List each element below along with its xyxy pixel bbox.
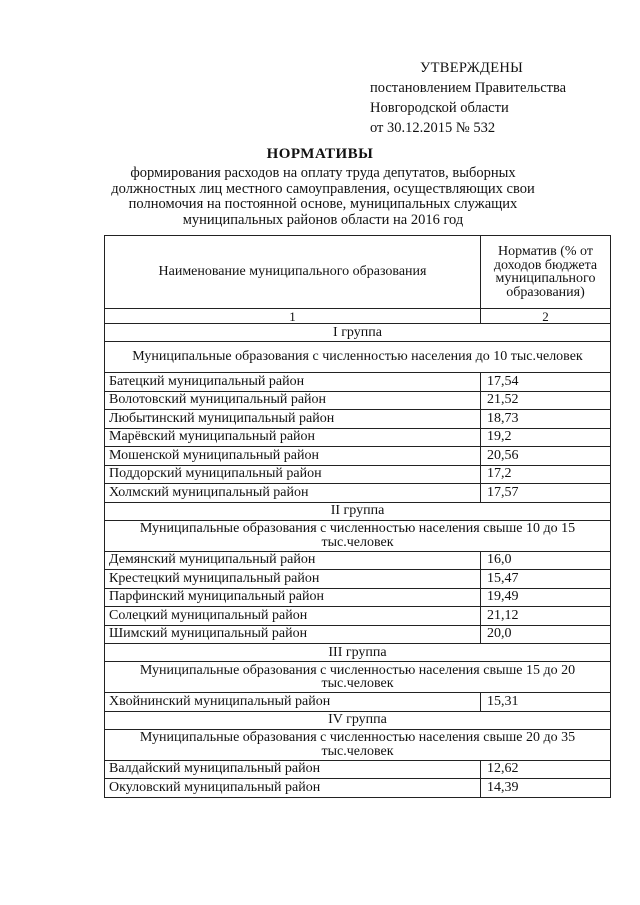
- approval-heading: УТВЕРЖДЕНЫ: [420, 60, 524, 76]
- group-title: III группа: [105, 644, 611, 662]
- municipality-name: Хвойнинский муниципальный район: [105, 693, 481, 712]
- table-row: [105, 373, 611, 392]
- group-title-row: [105, 711, 611, 729]
- table-row: [105, 570, 611, 589]
- norm-value: 15,47: [481, 570, 611, 589]
- approval-line-3: от 30.12.2015 № 532: [370, 120, 496, 136]
- norm-value: 19,49: [481, 588, 611, 607]
- document-subtitle: формирования расходов на оплату труда депутатов, выборных должностных лиц местного самоуправления, осуществляющих свои полномочия на постоянной основе, муниципальных служащих муниципальных районов области на 2016 год: [111, 165, 535, 228]
- table-row: [105, 465, 611, 484]
- table-row: [105, 760, 611, 779]
- table-row: [105, 779, 611, 798]
- norm-value: 17,2: [481, 465, 611, 484]
- norm-value: 21,52: [481, 391, 611, 410]
- municipality-name: Поддорский муниципальный район: [105, 465, 481, 484]
- norm-value: 20,56: [481, 447, 611, 466]
- municipality-name: Марёвский муниципальный район: [105, 428, 481, 447]
- municipality-name: Парфинский муниципальный район: [105, 588, 481, 607]
- norm-value: 14,39: [481, 779, 611, 798]
- table-body: [105, 324, 611, 798]
- group-title: II группа: [105, 502, 611, 520]
- column-number-2: 2: [481, 309, 611, 324]
- group-description-row: [105, 342, 611, 373]
- group-description-row: [105, 729, 611, 760]
- table-row: [105, 693, 611, 712]
- group-title: IV группа: [105, 711, 611, 729]
- group-description-row: [105, 662, 611, 693]
- table-row: [105, 588, 611, 607]
- municipality-name: Окуловский муниципальный район: [105, 779, 481, 798]
- approval-line-1: постановлением Правительства: [370, 80, 567, 96]
- table-row: [105, 625, 611, 644]
- group-title: I группа: [105, 324, 611, 342]
- norm-value: 21,12: [481, 607, 611, 626]
- table-row: [105, 607, 611, 626]
- municipality-name: Демянский муниципальный район: [105, 551, 481, 570]
- table-row: [105, 447, 611, 466]
- column-number-row: [105, 309, 611, 324]
- header-name-cell: Наименование муниципального образования: [105, 236, 481, 309]
- group-description: Муниципальные образования с численностью населения свыше 15 до 20 тыс.человек: [105, 662, 611, 693]
- table-row: [105, 410, 611, 429]
- norm-value: 16,0: [481, 551, 611, 570]
- group-title-row: [105, 644, 611, 662]
- table-row: [105, 551, 611, 570]
- document-title: НОРМАТИВЫ: [266, 146, 374, 162]
- municipality-name: Крестецкий муниципальный район: [105, 570, 481, 589]
- municipality-name: Волотовский муниципальный район: [105, 391, 481, 410]
- municipality-name: Шимский муниципальный район: [105, 625, 481, 644]
- norms-table: [104, 235, 611, 798]
- norm-value: 19,2: [481, 428, 611, 447]
- norm-value: 17,57: [481, 484, 611, 503]
- municipality-name: Валдайский муниципальный район: [105, 760, 481, 779]
- header-norm-cell: Норматив (% от доходов бюджета муниципального образования): [481, 236, 611, 309]
- group-title-row: [105, 502, 611, 520]
- table-header-row: [105, 236, 611, 309]
- group-description: Муниципальные образования с численностью населения до 10 тыс.человек: [105, 342, 611, 373]
- norm-value: 17,54: [481, 373, 611, 392]
- group-title-row: [105, 324, 611, 342]
- column-number-1: 1: [105, 309, 481, 324]
- table-row: [105, 428, 611, 447]
- norm-value: 20,0: [481, 625, 611, 644]
- group-description: Муниципальные образования с численностью населения свыше 10 до 15 тыс.человек: [105, 520, 611, 551]
- municipality-name: Любытинский муниципальный район: [105, 410, 481, 429]
- table-row: [105, 484, 611, 503]
- norm-value: 15,31: [481, 693, 611, 712]
- group-description-row: [105, 520, 611, 551]
- group-description: Муниципальные образования с численностью населения свыше 20 до 35 тыс.человек: [105, 729, 611, 760]
- municipality-name: Батецкий муниципальный район: [105, 373, 481, 392]
- approval-stamp: [370, 58, 610, 138]
- municipality-name: Холмский муниципальный район: [105, 484, 481, 503]
- municipality-name: Солецкий муниципальный район: [105, 607, 481, 626]
- table-row: [105, 391, 611, 410]
- approval-line-2: Новгородской области: [370, 100, 509, 116]
- municipality-name: Мошенской муниципальный район: [105, 447, 481, 466]
- norm-value: 12,62: [481, 760, 611, 779]
- norm-value: 18,73: [481, 410, 611, 429]
